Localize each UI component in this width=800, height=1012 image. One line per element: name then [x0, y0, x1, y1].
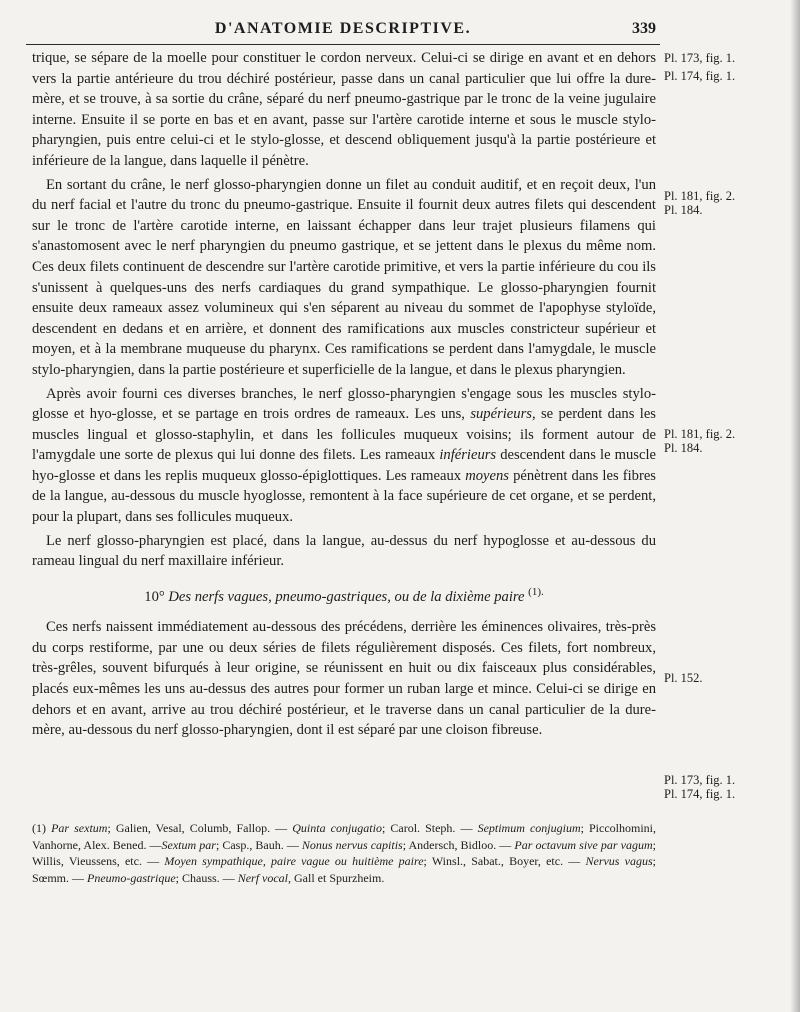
margin-note-3: Pl. 181, fig. 2.	[664, 189, 736, 203]
section-heading-footnote-ref: (1).	[528, 585, 544, 598]
footnote-italic: Sextum par	[161, 837, 216, 852]
footnote-text: ; Piccolhomini, Vanhorne, Alex. Bened. —	[32, 821, 656, 852]
main-text	[32, 48, 656, 744]
margin-note-7: Pl. 152.	[664, 671, 703, 685]
section-heading	[32, 582, 656, 607]
margin-note-1: Pl. 173, fig. 1.	[664, 51, 736, 65]
footnote-italic: Moyen sympathique, paire vague ou huitième paire	[164, 854, 424, 868]
page-number: 339	[632, 20, 656, 37]
footnote-text: ; Willis, Vieussens, etc. —	[32, 837, 656, 868]
footnote-text: ; Winsl., Sabat., Boyer, etc. —	[423, 854, 586, 868]
footnote-italic: Nonus nervus capitis	[301, 837, 403, 852]
paragraph-3-text-c: descendent dans le muscle hyo-glosse et dans les replis muqueux glosso-épiglottiques. Les rameaux	[32, 447, 656, 484]
footnote-text: ; Casp., Bauh. —	[215, 837, 302, 852]
margin-note-2: Pl. 174, fig. 1.	[664, 69, 736, 83]
margin-note-5: Pl. 181, fig. 2.	[664, 427, 736, 441]
footnote-marker: (1)	[32, 821, 52, 835]
paragraph-3-italic-inferieurs: inférieurs	[439, 447, 497, 464]
paragraph-3	[32, 384, 656, 528]
paragraph-5: Ces nerfs naissent immédiatement au-dessous des précédens, derrière les éminences olivaires, très-près du corps restiforme, par une ou deux séries de filets régulièrement disposés. Ces filets, fort nombreux, très-grêles, souvent bifurqués à leur origine, se réunissent en huit ou dix faisceaux plus considérables, placés eux-mêmes les uns au-dessus des autres pour former un ruban large et mince. Celui-ci se dirige en dehors et en avant, arrive au trou déchiré postérieur, et le traverse dans un canal particulier de la dure-mère, au-dessous du nerf glosso-pharyngien, dont il est séparé par une cloison fibreuse.	[32, 619, 656, 739]
footnote-italic: Septimum conjugium	[477, 821, 581, 835]
footnote-italic: Par octavum sive par vagum	[514, 837, 653, 852]
section-heading-number: 10°	[144, 588, 165, 605]
footnote-italic: Quinta conjugatio	[292, 821, 382, 835]
footnote-italic: Nervus vagus	[585, 854, 653, 868]
footnote-text: ; Carol. Steph. —	[381, 821, 478, 835]
margin-note-4: Pl. 184.	[664, 203, 703, 217]
section-heading-text: Des nerfs vagues, pneumo-gastriques, ou de la dixième paire	[168, 588, 525, 605]
margin-note-8: Pl. 173, fig. 1.	[664, 773, 736, 787]
page-edge-shadow	[790, 0, 800, 1012]
footnote-text: , Gall et Spurzheim.	[288, 870, 385, 885]
paragraph-3-italic-moyens: moyens	[465, 467, 509, 484]
footnote-italic: Par sextum	[51, 821, 108, 835]
margin-note-9: Pl. 174, fig. 1.	[664, 787, 736, 801]
paragraph-4: Le nerf glosso-pharyngien est placé, dans la langue, au-dessus du nerf hypoglosse et au-dessous du rameau lingual du nerf maxillaire inférieur.	[32, 532, 656, 570]
footnote	[32, 820, 656, 886]
footnote-text: ; Galien, Vesal, Columb, Fallop. —	[107, 821, 293, 835]
page-header	[26, 18, 660, 45]
paragraph-3-text-d: pénètrent dans les fibres de la langue, au-dessous du muscle hyoglosse, remontent à la face supérieure de cet organe, et se perdent, pour la plupart, dans ses follicules muqueux.	[32, 467, 656, 526]
paragraph-3-italic-superieurs: supérieurs	[470, 406, 532, 423]
footnote-text: ; Andersch, Bidloo. —	[402, 837, 515, 852]
paragraph-3-text-b: , se perdent dans les muscles lingual et glosso-staphylin, et dans les follicules muqueux voisins; ils forment autour de l'amygdale une sorte de plexus qui lui donne des filets. Les rameaux	[32, 406, 656, 464]
paragraph-2: En sortant du crâne, le nerf glosso-pharyngien donne un filet au conduit auditif, et en reçoit deux, l'un du nerf facial et l'autre du tronc du pneumo-gastrique. Ensuite il fournit deux autres filets qui descendent sur le tronc de l'artère carotide interne, en laissant échapper dans leur trajet plusieurs filamens qui s'anastomosent avec le nerf pharyngien du pneumo gastrique, et se jettent dans le plexus du même nom. Ces deux filets continuent de descendre sur l'artère carotide primitive, et vers la partie inférieure du cou ils s'unissent à quelques-uns des nerfs cardiaques du grand sympathique. Le glosso-pharyngien fournit ensuite deux rameaux assez volumineux qui s'en séparent au niveau du sommet de l'apophyse styloïde, descendent en dedans et en arrière, et donnent des ramifications aux muscles constricteur supérieur et moyen, et à la membrane muqueuse du pharynx. Ces ramifications se perdent dans l'amygdale, le muscle stylo-pharyngien, dans la partie postérieure et superficielle de la langue, et dans le plexus pharyngien.	[32, 176, 656, 378]
footnote-text: ; Chauss. —	[175, 870, 238, 885]
paragraph-1: trique, se sépare de la moelle pour constituer le cordon nerveux. Celui-ci se dirige en avant et en dehors vers la partie antérieure du trou déchiré postérieur, passe dans un canal particulier que lui offre la dure-mère, et se trouve, à sa sortie du crâne, séparé du nerf pneumo-gastrique par le tronc de la veine jugulaire interne. Ensuite il se porte en bas et en avant, passe sur l'artère carotide interne et sous le muscle stylo-pharyngien, puis entre celui-ci et le stylo-glosse, et descend obliquement jusqu'à la partie postérieure et inférieure de la langue, dans laquelle il pénètre.	[32, 50, 656, 169]
footnote-italic: Pneumo-gastrique	[87, 870, 176, 885]
margin-note-6: Pl. 184.	[664, 441, 703, 455]
paragraph-3-text-a: Après avoir fourni ces diverses branches, le nerf glosso-pharyngien s'engage sous les muscles stylo-glosse et hyo-glosse, et se partage en trois ordres de rameaux. Les uns,	[32, 385, 656, 423]
footnote-text: ; Sœmm. —	[32, 854, 657, 885]
running-head: D'ANATOMIE DESCRIPTIVE.	[214, 20, 472, 37]
footnote-italic: Nerf vocal	[237, 870, 289, 885]
